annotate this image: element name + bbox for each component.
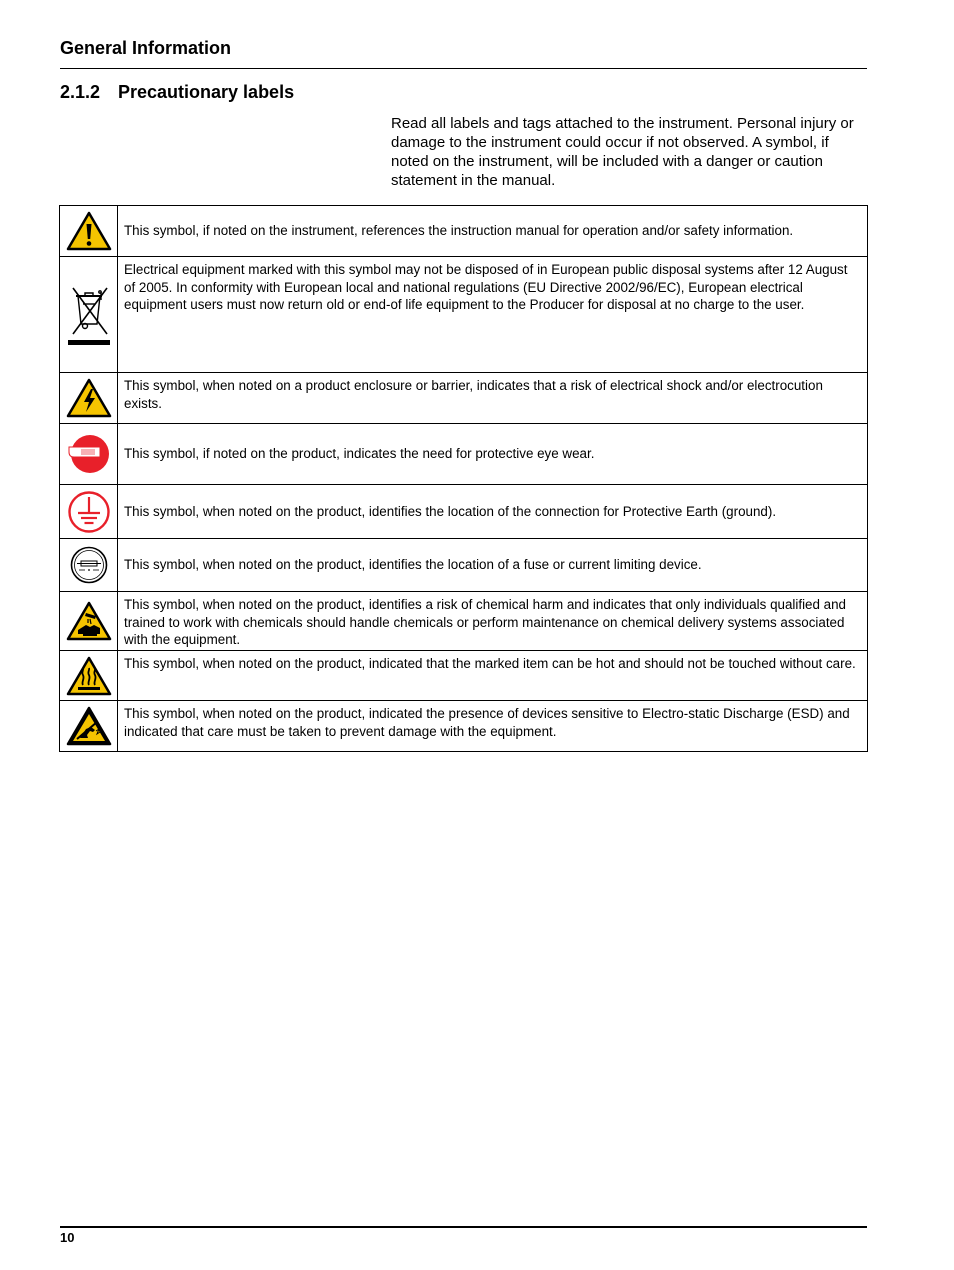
intro-paragraph: Read all labels and tags attached to the instrument. Personal injury or damage to the instrument could occur if not observed. A symbol, if noted on the instrument, will be included with a danger or caution statement in the manual.: [391, 115, 854, 189]
page-number: 10: [60, 1230, 75, 1245]
icon-cell: [60, 701, 118, 752]
section-number: 2.1.2: [60, 82, 101, 102]
table-row: [60, 373, 868, 424]
hot-surface-icon: [66, 655, 112, 697]
icon-cell: [60, 539, 118, 592]
header-rule: [60, 68, 867, 69]
icon-cell: [60, 592, 118, 651]
icon-cell: [60, 373, 118, 424]
eye-protection-icon: [66, 430, 112, 478]
label-description: This symbol, when noted on the product, identifies the location of a fuse or current limiting device.: [118, 539, 868, 592]
esd-icon: [66, 705, 112, 747]
label-description: Electrical equipment marked with this symbol may not be disposed of in European public disposal systems after 12 August of 2005. In conformity with European local and national regulations (EU Directive 2002/96/EC), European electrical equipment users must now return old or end-of life equipment to the Producer for disposal at no charge to the user.: [118, 257, 868, 373]
precautionary-labels-table: [59, 205, 868, 752]
section-title: Precautionary labels: [118, 82, 295, 102]
label-description: This symbol, when noted on the product, indicated the presence of devices sensitive to Electro-static Discharge (ESD) and indicated that care must be taken to prevent damage with the equipment.: [118, 701, 868, 752]
protective-earth-icon: [66, 489, 112, 535]
label-description: This symbol, when noted on the product, identifies the location of the connection for Protective Earth (ground).: [118, 485, 868, 539]
section-heading: [60, 82, 294, 103]
table-row: [60, 485, 868, 539]
label-description: This symbol, if noted on the instrument, references the instruction manual for operation and/or safety information.: [118, 206, 868, 257]
crossed-out-wheelie-bin-icon: [65, 282, 113, 348]
table-row: [60, 424, 868, 485]
table-row: [60, 651, 868, 701]
label-description: This symbol, when noted on a product enclosure or barrier, indicates that a risk of electrical shock and/or electrocution exists.: [118, 373, 868, 424]
label-description: This symbol, when noted on the product, identifies a risk of chemical harm and indicates that only individuals qualified and trained to work with chemicals should handle chemicals or perform maintenance on chemical delivery systems associated with the equipment.: [118, 592, 868, 651]
icon-cell: [60, 485, 118, 539]
electrical-shock-icon: [66, 377, 112, 419]
table-row: [60, 539, 868, 592]
fuse-icon: [69, 545, 109, 585]
table-row: [60, 206, 868, 257]
footer-rule: [60, 1226, 867, 1228]
table-row: [60, 592, 868, 651]
chemical-hazard-icon: [66, 600, 112, 642]
warning-triangle-icon: [66, 210, 112, 252]
icon-cell: [60, 651, 118, 701]
label-description: This symbol, when noted on the product, indicated that the marked item can be hot and should not be touched without care.: [118, 651, 868, 701]
icon-cell: [60, 424, 118, 485]
icon-cell: [60, 257, 118, 373]
label-description: This symbol, if noted on the product, indicates the need for protective eye wear.: [118, 424, 868, 485]
table-row: [60, 701, 868, 752]
icon-cell: [60, 206, 118, 257]
table-row: [60, 257, 868, 373]
running-header-title: General Information: [60, 38, 232, 58]
